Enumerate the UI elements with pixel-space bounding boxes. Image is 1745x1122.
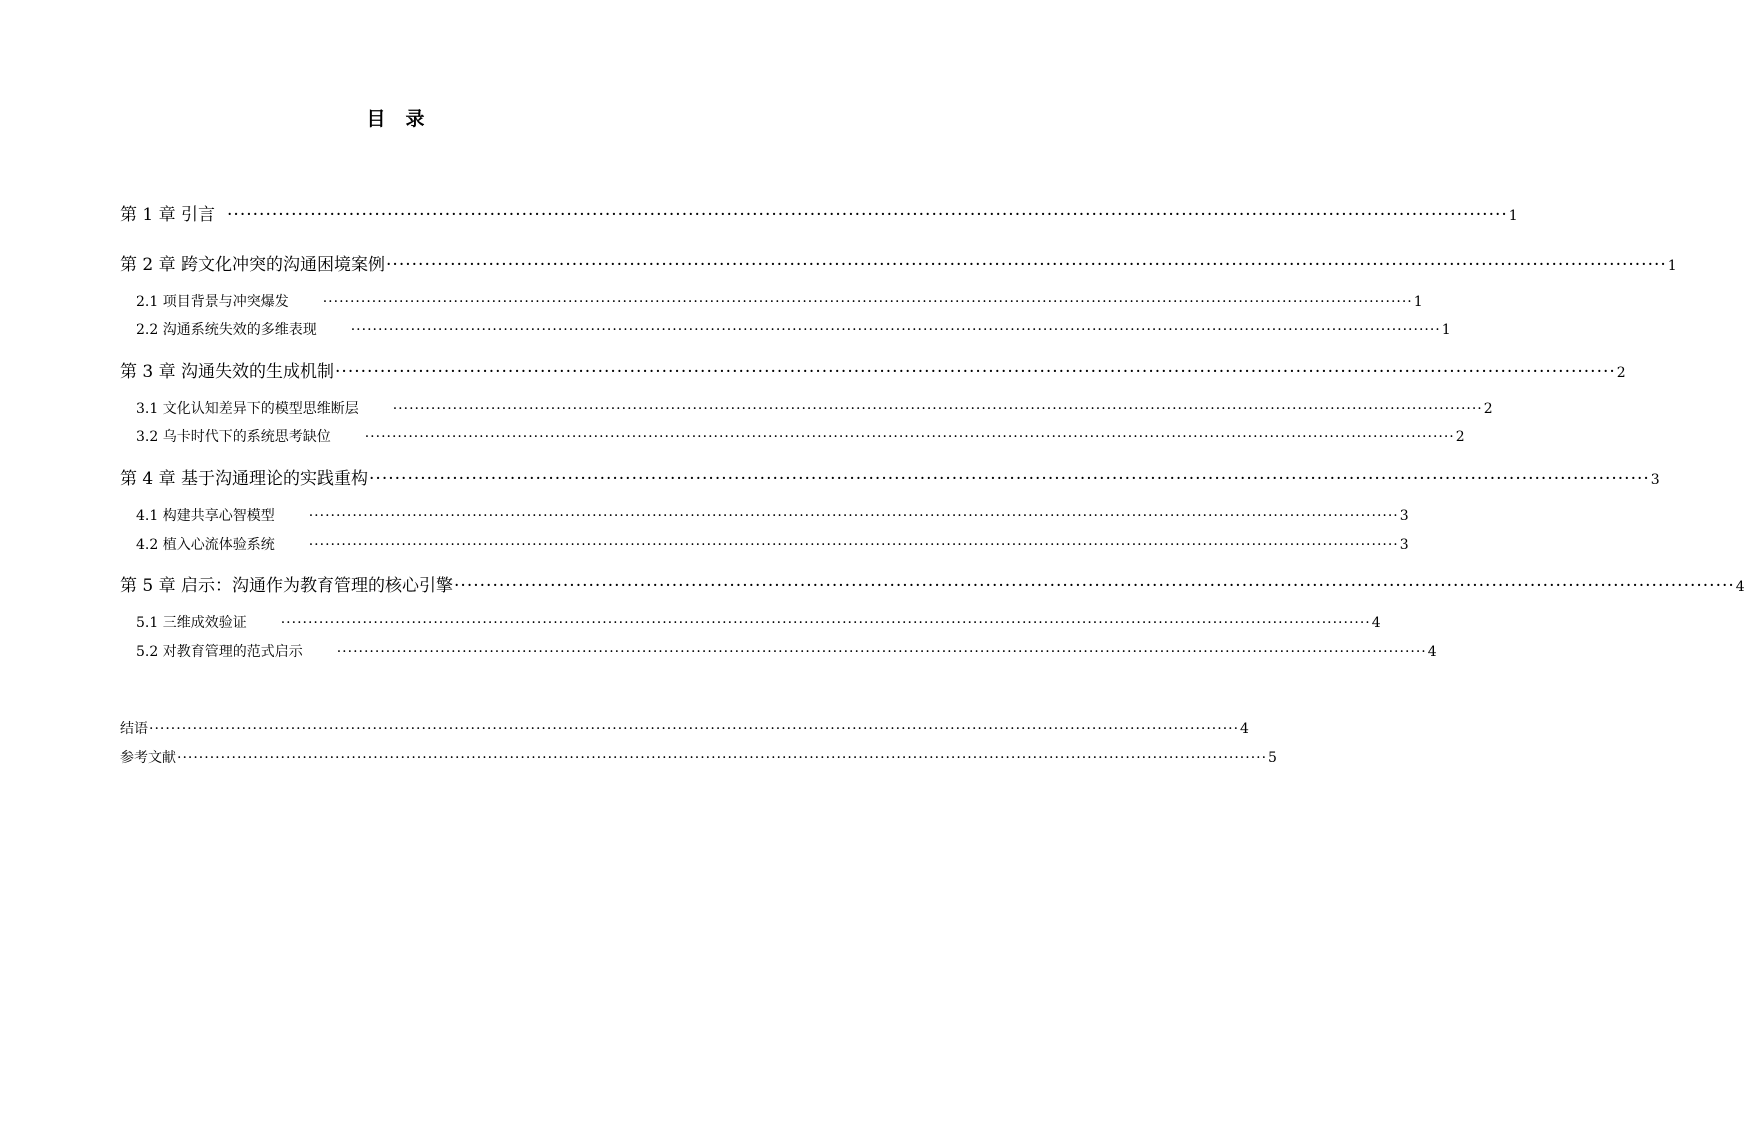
toc-chapter-2[interactable] xyxy=(120,250,1677,275)
toc-entry-label: 第 2 章 跨文化冲突的沟通困境案例 xyxy=(120,255,386,275)
toc-section-5-2[interactable] xyxy=(136,641,1437,661)
toc-section-3-1[interactable] xyxy=(136,398,1493,418)
toc-entry-label: 结语 xyxy=(120,721,148,737)
toc-chapter-5[interactable] xyxy=(120,571,1745,596)
toc-entry-label: 4.2 植入心流体验系统 xyxy=(136,537,275,553)
toc-section-2-1[interactable] xyxy=(136,291,1423,311)
toc-section-4-1[interactable] xyxy=(136,505,1409,525)
toc-entry-label: 参考文献 xyxy=(120,750,176,766)
toc-entry-page: 4 xyxy=(1240,721,1249,737)
toc-entry-page: 5 xyxy=(1268,750,1277,766)
toc-entry-page: 3 xyxy=(1399,537,1409,553)
leader-dots: ········································································································································································································ xyxy=(364,429,1455,445)
toc-entry-page: 2 xyxy=(1483,401,1493,417)
toc-entry-label: 第 1 章 引言 xyxy=(120,205,216,225)
toc-entry-page: 1 xyxy=(1508,208,1518,224)
toc-entry-page: 2 xyxy=(1616,365,1626,381)
leader-dots: ········································································································································································································ xyxy=(322,294,1413,310)
toc-entry-label: 3.2 乌卡时代下的系统思考缺位 xyxy=(136,429,331,445)
leader-dots: ········································································································································································································ xyxy=(280,615,1371,631)
leader-dots: ········································································································································································································ xyxy=(308,508,1399,524)
toc-entry-label: 第 4 章 基于沟通理论的实践重构 xyxy=(120,469,369,489)
toc-chapter-3[interactable] xyxy=(120,357,1626,382)
leader-dots: ········································································································································································································ xyxy=(335,362,1616,382)
toc-entry-label: 第 5 章 启示：沟通作为教育管理的核心引擎 xyxy=(120,576,454,596)
leader-dots: ········································································································································································································ xyxy=(386,255,1667,275)
toc-entry-page: 4 xyxy=(1735,579,1745,595)
toc-section-4-2[interactable] xyxy=(136,534,1409,554)
leader-dots: ········································································································································································································ xyxy=(149,721,1240,737)
toc-title-char-1: 目 xyxy=(366,108,388,130)
toc-entry-label: 5.2 对教育管理的范式启示 xyxy=(136,644,303,660)
toc-entry-label: 2.2 沟通系统失效的多维表现 xyxy=(136,322,317,338)
toc-entry-label: 2.1 项目背景与冲突爆发 xyxy=(136,294,289,310)
toc-section-3-2[interactable] xyxy=(136,426,1465,446)
leader-dots: ········································································································································································································ xyxy=(454,576,1735,596)
toc-entry-label: 第 3 章 沟通失效的生成机制 xyxy=(120,362,335,382)
leader-dots: ········································································································································································································ xyxy=(227,205,1508,225)
toc-section-2-2[interactable] xyxy=(136,319,1451,339)
toc-entry-page: 4 xyxy=(1371,615,1381,631)
toc-entry-page: 3 xyxy=(1650,472,1660,488)
toc-title xyxy=(0,104,793,131)
toc-entry-label: 4.1 构建共享心智模型 xyxy=(136,508,275,524)
toc-entry-label: 3.1 文化认知差异下的模型思维断层 xyxy=(136,401,359,417)
toc-entry-page: 4 xyxy=(1427,644,1437,660)
leader-dots: ········································································································································································································ xyxy=(308,537,1399,553)
leader-dots: ········································································································································································································ xyxy=(369,469,1650,489)
toc-entry-page: 1 xyxy=(1667,258,1677,274)
toc-entry-page: 2 xyxy=(1455,429,1465,445)
toc-conclusion[interactable] xyxy=(120,718,1249,738)
toc-entry-page: 1 xyxy=(1413,294,1423,310)
toc-title-char-2: 录 xyxy=(405,108,427,130)
leader-dots: ········································································································································································································ xyxy=(392,401,1483,417)
toc-references[interactable] xyxy=(120,747,1277,767)
toc-entry-page: 1 xyxy=(1441,322,1451,338)
toc-chapter-4[interactable] xyxy=(120,464,1660,489)
leader-dots: ········································································································································································································ xyxy=(350,322,1441,338)
toc-entry-page: 3 xyxy=(1399,508,1409,524)
toc-chapter-1[interactable] xyxy=(120,200,1518,225)
toc-section-5-1[interactable] xyxy=(136,612,1381,632)
toc-entry-label: 5.1 三维成效验证 xyxy=(136,615,247,631)
leader-dots: ········································································································································································································ xyxy=(177,750,1268,766)
leader-dots: ········································································································································································································ xyxy=(336,644,1427,660)
